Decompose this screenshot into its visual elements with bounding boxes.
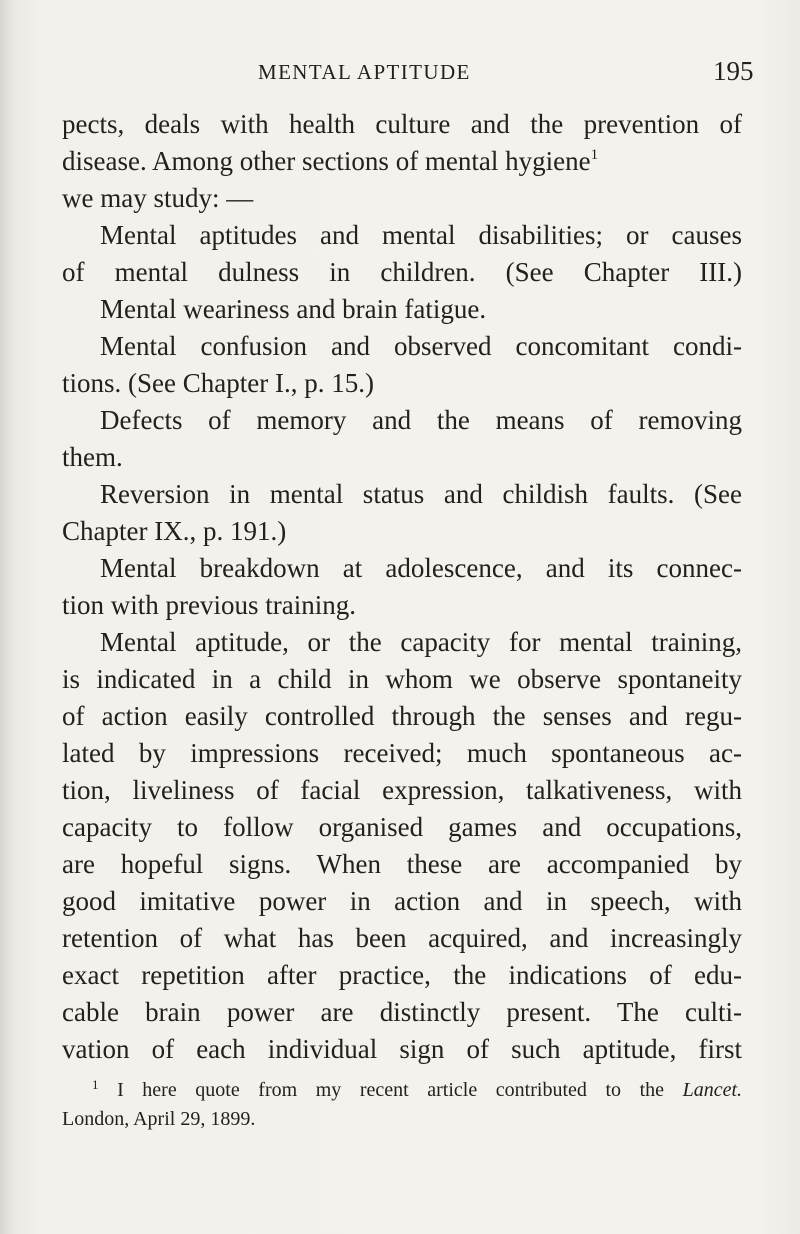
footnote-reference: 1 — [590, 147, 599, 163]
text-line: pects, deals with health culture and the prevention of — [62, 109, 742, 139]
footnote-line: London, April 29, 1899. — [62, 1108, 256, 1130]
text-line: Mental confusion and observed concomitant condi- — [100, 331, 742, 361]
text-line: Chapter IX., p. 191.) — [62, 516, 287, 546]
text-line: Mental aptitudes and mental disabilities; or causes — [100, 220, 742, 250]
page-header — [0, 56, 800, 88]
text-line: tion with previous training. — [62, 590, 356, 620]
text-line: Mental aptitude, or the capacity for mental training, — [100, 627, 742, 657]
text-line: vation of each individual sign of such aptitude, first — [62, 1034, 742, 1064]
text-line: cable brain power are distinctly present. The culti- — [62, 997, 742, 1027]
footnote-text: I here quote from my recent article contributed to the — [117, 1079, 683, 1101]
text-line: of mental dulness in children. (See Chapter III.) — [62, 257, 742, 287]
footnote-line — [62, 1075, 742, 1105]
text-line: capacity to follow organised games and occupations, — [62, 812, 742, 842]
text-line: Mental weariness and brain fatigue. — [100, 294, 487, 324]
footnote-marker: 1 — [92, 1077, 99, 1092]
text-line: retention of what has been acquired, and increasingly — [62, 923, 742, 953]
text-line: Mental breakdown at adolescence, and its connec- — [100, 553, 742, 583]
text-line: good imitative power in action and in speech, with — [62, 886, 742, 916]
text-line: exact repetition after practice, the indications of edu- — [62, 960, 742, 990]
text-line: of action easily controlled through the senses and regu- — [62, 701, 742, 731]
text-line: tions. (See Chapter I., p. 15.) — [62, 368, 374, 398]
text-line: them. — [62, 442, 123, 472]
text-line — [62, 141, 742, 181]
text-line: Defects of memory and the means of removing — [100, 405, 742, 435]
running-title: MENTAL APTITUDE — [258, 60, 471, 84]
text-line: we may study: — — [62, 183, 254, 213]
text-line: is indicated in a child in whom we observe spontaneity — [62, 664, 742, 694]
page-number: 195 — [713, 56, 754, 86]
text-line-content: disease. Among other sections of mental hygiene — [62, 146, 591, 176]
text-line: are hopeful signs. When these are accompanied by — [62, 849, 742, 879]
text-line: Reversion in mental status and childish faults. (See — [100, 479, 742, 509]
text-line: tion, liveliness of facial expression, talkativeness, with — [62, 775, 742, 805]
text-line: lated by impressions received; much spontaneous ac- — [62, 738, 742, 768]
footnote-journal: Lancet. — [682, 1079, 743, 1101]
